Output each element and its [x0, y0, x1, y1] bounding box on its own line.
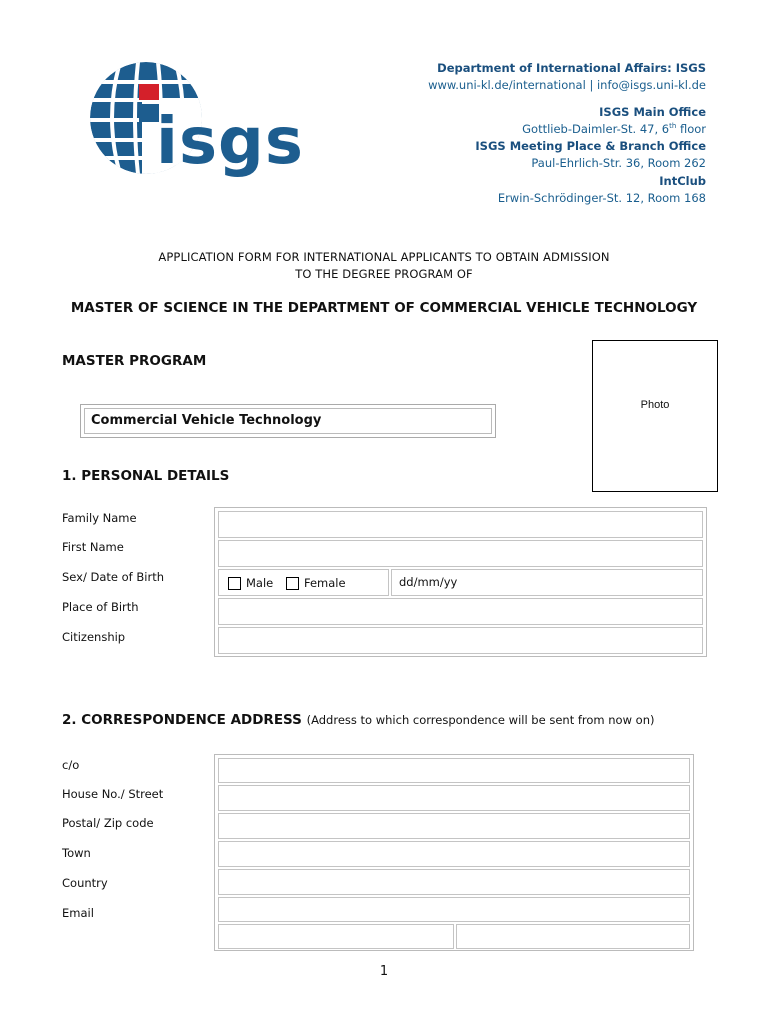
- town-label: Town: [62, 846, 91, 860]
- postal-label: Postal/ Zip code: [62, 816, 154, 830]
- department-web[interactable]: www.uni-kl.de/international | info@isgs.uni-kl.de: [428, 78, 706, 93]
- country-field[interactable]: [218, 869, 690, 895]
- sex-dob-label: Sex/ Date of Birth: [62, 570, 165, 584]
- intclub-title: IntClub: [659, 173, 706, 188]
- program-field: [80, 404, 496, 438]
- department-title: Department of International Affairs: ISGS: [437, 61, 706, 75]
- co-label: c/o: [62, 758, 80, 772]
- country-label: Country: [62, 876, 108, 890]
- female-checkbox[interactable]: [286, 577, 299, 590]
- extra-field-left[interactable]: [218, 924, 454, 949]
- female-label: Female: [304, 576, 346, 590]
- meeting-place-address: Paul-Ehrlich-Str. 36, Room 262: [531, 156, 706, 171]
- date-of-birth-field[interactable]: dd/mm/yy: [391, 569, 703, 596]
- correspondence-title: 2. CORRESPONDENCE ADDRESS: [62, 712, 302, 728]
- street-field[interactable]: [218, 785, 690, 811]
- page-number: 1: [379, 964, 389, 979]
- first-name-field[interactable]: [218, 540, 703, 567]
- master-program-heading: MASTER PROGRAM: [62, 353, 207, 369]
- correspondence-heading: [62, 712, 654, 728]
- personal-details-heading: 1. PERSONAL DETAILS: [62, 468, 230, 484]
- intro-text: [0, 249, 768, 282]
- main-office-title: ISGS Main Office: [599, 104, 706, 119]
- place-of-birth-label: Place of Birth: [62, 600, 139, 614]
- page-title: MASTER OF SCIENCE IN THE DEPARTMENT OF COMMERCIAL VEHICLE TECHNOLOGY: [70, 300, 698, 316]
- town-field[interactable]: [218, 841, 690, 867]
- email-field[interactable]: [218, 897, 690, 922]
- citizenship-label: Citizenship: [62, 630, 126, 644]
- male-option[interactable]: [228, 576, 273, 590]
- first-name-label: First Name: [62, 540, 124, 554]
- correspondence-table: [214, 754, 694, 951]
- co-field[interactable]: [218, 758, 690, 783]
- intro-line-1: APPLICATION FORM FOR INTERNATIONAL APPLICANTS TO OBTAIN ADMISSION: [158, 250, 610, 264]
- meeting-place-title: ISGS Meeting Place & Branch Office: [475, 139, 706, 154]
- email-label: Email: [62, 906, 94, 920]
- contact-block: [376, 60, 706, 207]
- intro-line-2: TO THE DEGREE PROGRAM OF: [295, 266, 473, 281]
- photo-label: Photo: [640, 399, 670, 411]
- photo-box[interactable]: [592, 340, 718, 492]
- male-checkbox[interactable]: [228, 577, 241, 590]
- sex-field: [218, 569, 389, 596]
- female-option[interactable]: [286, 576, 346, 590]
- place-of-birth-field[interactable]: [218, 598, 703, 625]
- family-name-label: Family Name: [62, 511, 137, 525]
- male-label: Male: [246, 576, 274, 590]
- family-name-field[interactable]: [218, 511, 703, 538]
- citizenship-field[interactable]: [218, 627, 703, 654]
- personal-details-table: [214, 507, 707, 657]
- correspondence-subtitle: (Address to which correspondence will be sent from now on): [306, 713, 655, 727]
- postal-field[interactable]: [218, 813, 690, 839]
- main-office-address: Gottlieb-Daimler-St. 47, 6th floor: [522, 121, 706, 136]
- program-value[interactable]: Commercial Vehicle Technology: [84, 408, 492, 434]
- extra-field-right[interactable]: [456, 924, 690, 949]
- intclub-address: Erwin-Schrödinger-St. 12, Room 168: [497, 191, 706, 206]
- logo-text: isgs: [156, 105, 304, 179]
- street-label: House No./ Street: [62, 787, 164, 801]
- isgs-logo: [90, 62, 305, 186]
